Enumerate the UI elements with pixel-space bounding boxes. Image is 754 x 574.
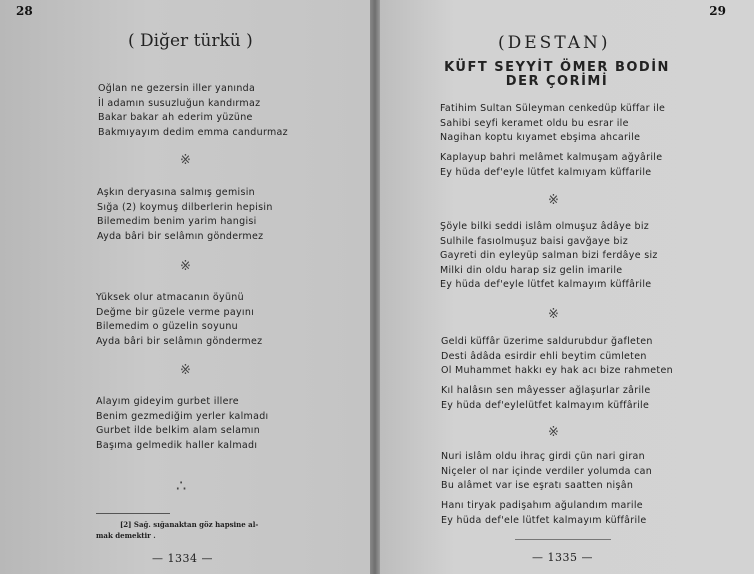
verse-line: Bilemedim benim yarim hangisi	[97, 216, 257, 228]
verse-line: Oğlan ne gezersin iller yanında	[98, 83, 256, 94]
ornament: ※	[180, 259, 191, 274]
left-stanza-3	[96, 291, 262, 349]
ornament: ※	[548, 307, 559, 322]
right-stanza-1	[440, 102, 665, 146]
verse-line: Bakar bakar ah ederim yüzüne	[98, 112, 253, 124]
folio-left: — 1334 —	[152, 552, 213, 565]
right-stanza-4	[441, 450, 652, 494]
left-stanza-1	[98, 82, 288, 140]
page-number-right: 29	[709, 4, 726, 18]
right-stanza-3	[441, 335, 673, 379]
book-gutter	[370, 0, 380, 574]
verse-line: Başıma gelmedik haller kalmadı	[96, 439, 258, 451]
section-title-left: ( Diğer türkü )	[128, 31, 253, 51]
verse-line: Aşkın deryasına salmış gemisin	[97, 187, 255, 198]
verse-line: Sahibi seyfi keramet oldu bu esrar ile	[440, 117, 629, 129]
footnote-line-1: [2] Sağ. sığanaktan göz hapsine al-	[120, 520, 259, 529]
verse-line: Bu alâmet var ise eşratı saatten nişân	[441, 480, 634, 492]
page-number-left: 28	[16, 4, 33, 18]
verse-line: Ey hüda def'ele lütfet kalmayım küffârile	[441, 514, 647, 526]
verse-line: Ayda bâri bir selâmın göndermez	[97, 230, 264, 242]
verse-line: Sulhile fasıolmuşuz baisi gavğaye biz	[440, 235, 628, 247]
folio-right: — 1335 —	[532, 551, 593, 564]
verse-line: Hanı tiryak padişahım ağulandım marile	[441, 500, 643, 511]
verse-line: Değme bir güzele verme payını	[96, 306, 255, 318]
verse-line: Kıl halâsın sen mâyesser ağlaşurlar zârile	[441, 385, 651, 396]
verse-line: Nuri islâm oldu ihraç girdi çün nari giran	[441, 451, 645, 462]
right-stanza-3b	[441, 384, 651, 413]
verse-line: Ey hüda def'eyle lütfet kalmayım küffârile	[440, 279, 652, 291]
verse-line: Ayda bâri bir selâmın göndermez	[96, 335, 263, 347]
ornament: ※	[180, 363, 191, 378]
verse-line: Gayreti din eyleyüp salman bizi ferdâye siz	[440, 250, 658, 262]
verse-line: Yüksek olur atmacanın öyünü	[96, 292, 244, 303]
verse-line: Nagihan koptu kıyamet ebşima ahcarile	[440, 132, 641, 144]
left-stanza-4	[96, 395, 269, 453]
bottom-rule	[515, 539, 611, 540]
end-ornament: ∴	[176, 476, 187, 495]
footnote-line-2: mak demektir .	[96, 531, 156, 540]
left-stanza-2	[97, 186, 273, 244]
right-stanza-1b	[440, 151, 662, 180]
ornament: ※	[548, 193, 559, 208]
verse-line: Ey hüda def'eylelütfet kalmayım küffârile	[441, 399, 650, 411]
verse-line: Niçeler ol nar içinde verdiler yolumda can	[441, 465, 653, 477]
right-stanza-4b	[441, 499, 647, 528]
verse-line: Sığa (2) koymuş dilberlerin hepisin	[97, 201, 273, 213]
verse-line: Milki din oldu harap siz gelin imarile	[440, 264, 623, 276]
verse-line: Şöyle bilki seddi islâm olmuşuz âdâye biz	[440, 221, 650, 232]
verse-line: Benim gezmediğim yerler kalmadı	[96, 410, 269, 422]
verse-line: Bakmıyayım dedim emma candurmaz	[98, 126, 288, 138]
right-page	[380, 0, 754, 574]
verse-line: Alayım gideyim gurbet illere	[96, 396, 239, 407]
verse-line: Kaplayup bahri melâmet kalmuşam ağyârile	[440, 152, 663, 163]
subtitle-line-1: KÜFT SEYYİT ÖMER BODİN	[444, 60, 670, 75]
verse-line: Ol Muhammet hakkı ey hak acı bize rahmeten	[441, 365, 673, 377]
subtitle-line-2: DER ÇORİMİ	[505, 74, 609, 89]
verse-line: Bilemedim o güzelin soyunu	[96, 321, 238, 333]
footnote-rule	[96, 513, 170, 514]
left-page	[0, 0, 370, 574]
right-stanza-2	[440, 220, 658, 293]
verse-line: Geldi küffâr üzerime saldurubdur ğafleten	[441, 336, 653, 347]
verse-line: İl adamın susuzluğun kandırmaz	[98, 97, 261, 109]
verse-line: Gurbet ilde belkim alam selamın	[96, 425, 261, 437]
ornament: ※	[180, 153, 191, 168]
section-title-right: (DESTAN)	[498, 33, 611, 53]
verse-line: Desti âdâda esirdir ehli beytim cümleten	[441, 350, 647, 362]
verse-line: Ey hüda def'eyle lütfet kalmıyam küffarile	[440, 166, 652, 178]
verse-line: Fatihim Sultan Süleyman cenkedüp küffar ile	[440, 103, 666, 114]
ornament: ※	[548, 425, 559, 440]
